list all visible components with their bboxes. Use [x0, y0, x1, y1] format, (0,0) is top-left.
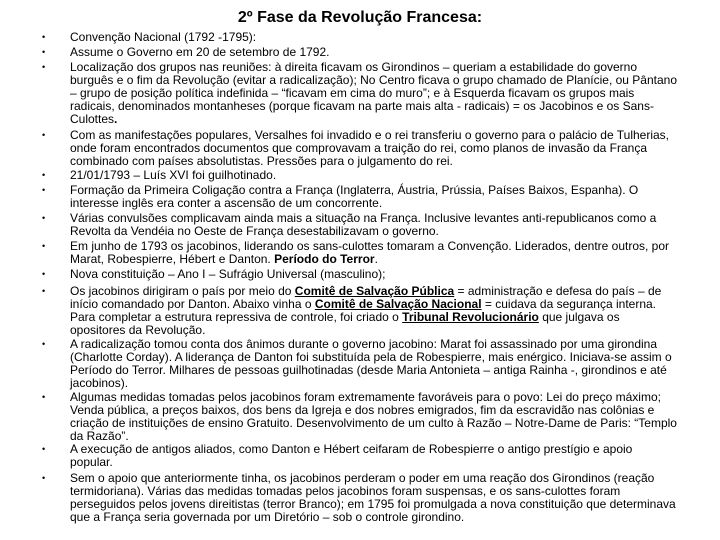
- text-segment: Formação da Primeira Coligação contra a França (Inglaterra, Áustria, Prússia, Países Baixos, Espanha). O interesse inglês era conter a ascensão de um concorrente.: [70, 183, 639, 210]
- list-item-text: [70, 443, 678, 469]
- text-segment: Sem o apoio que anteriormente tinha, os jacobinos perderam o poder em uma reação dos Girondinos (reação termidoriana). Várias das medidas tomadas pelos jacobinos foram suspensas, e os sans-culottes foram perseguidos pelos jovens direitistas (terror Branco); em 1795 foi promulgada a nova constituição que determinava que a França seria governada por um Diretório – sob o controle girondino.: [70, 471, 676, 524]
- bullet-icon: •: [42, 241, 46, 251]
- bullet-icon: •: [42, 339, 46, 349]
- list-item-text: [70, 169, 678, 182]
- bullet-icon: •: [42, 213, 46, 223]
- bullet-icon: •: [42, 47, 46, 57]
- emphasis-text: Comitê de Salvação Nacional: [314, 297, 482, 311]
- list-item-text: [70, 212, 678, 238]
- text-segment: Várias convulsões complicavam ainda mais a situação na França. Inclusive levantes anti-republicanos como a Revolta da Vendéia no Oeste de França desestabilizavam o governo.: [70, 211, 657, 238]
- list-item-text: [70, 472, 678, 524]
- list-item-text: [70, 184, 678, 210]
- list-item-text: [70, 61, 678, 126]
- text-segment: A radicalização tomou conta dos ânimos durante o governo jacobino: Marat foi assassinado por uma girondina (Charlotte Corday). A liderança de Danton foi substituída pela de Robespierre, mais enérgico. Iniciava-se assim o Período do Terror. Milhares de pessoas guilhotinadas (desde Maria Antonieta – antiga Rainha -, girondinos e até jacobinos).: [70, 337, 672, 390]
- list-item-text: [70, 46, 678, 59]
- list-item-text: [70, 338, 678, 390]
- bullet-icon: •: [42, 444, 46, 454]
- bullet-icon: •: [42, 473, 46, 483]
- slide-title: 2º Fase da Revolução Francesa:: [237, 9, 483, 26]
- emphasis-text: Tribunal Revolucionário: [402, 310, 539, 324]
- text-segment: .: [374, 252, 378, 266]
- list-item-text: [70, 285, 678, 337]
- list-item-text: [70, 391, 678, 443]
- bullet-icon: •: [42, 286, 46, 296]
- text-segment: Nova constituição – Ano I – Sufrágio Universal (masculino);: [70, 267, 386, 281]
- text-segment: Com as manifestações populares, Versalhes foi invadido e o rei transferiu o governo para o palácio de Tulherias, onde foram encontrados documentos que comprovavam a traição do rei, como planos de invasão da França combinado com países absolutistas. Pressões para o julgamento do rei.: [70, 128, 670, 168]
- text-segment: Convenção Nacional (1792 -1795):: [70, 30, 257, 44]
- emphasis-text: Comitê de Salvação Pública: [294, 284, 455, 298]
- text-segment: Algumas medidas tomadas pelos jacobinos foram extremamente favoráveis para o povo: Lei do preço máximo; Venda pública, a preços baixos, dos bens da Igreja e dos nobres emigrados, fim da escravidão nas colônias e criação de instituições de ensino Gratuito. Desenvolvimento de um culto à Razão – Notre-Dame de Paris: “Templo da Razão”.: [70, 390, 677, 443]
- emphasis-text: Período do Terror: [274, 252, 375, 266]
- text-segment: Localização dos grupos nas reuniões: à direita ficavam os Girondinos – queriam a estabilidade do governo burguês e o fim da Revolução (evitar a radicalização); No Centro ficava o grupo chamado de Planície, ou Pântano – grupo de posição política indefinida – “ficavam em cima do muro”; e à Esquerda ficavam os grupos mais radicais, denominados montanheses (porque ficavam na parte mais alta - radicais) = os Jacobinos e os Sans-Culottes: [70, 60, 678, 126]
- text-segment: Os jacobinos dirigiram o país por meio do: [70, 284, 295, 298]
- bullet-icon: •: [42, 130, 46, 140]
- text-segment: que julgava os opositores da Revolução.: [70, 310, 620, 337]
- bullet-icon: •: [42, 269, 46, 279]
- emphasis-text: .: [114, 112, 118, 126]
- list-item-text: [70, 129, 678, 168]
- bullet-icon: •: [42, 392, 46, 402]
- text-segment: Assume o Governo em 20 de setembro de 1792.: [70, 45, 330, 59]
- bullet-icon: •: [42, 185, 46, 195]
- bullet-icon: •: [42, 170, 46, 180]
- list-item-text: [70, 31, 678, 44]
- bullet-icon: •: [42, 32, 46, 42]
- list-item-text: [70, 240, 678, 266]
- text-segment: = cuidava da segurança interna. Para completar a estrutura repressiva de controle, foi criado o: [70, 297, 657, 324]
- text-segment: 21/01/1793 – Luís XVI foi guilhotinado.: [70, 168, 277, 182]
- text-segment: Em junho de 1793 os jacobinos, liderando os sans-culottes tomaram a Convenção. Liderados, dentre outros, por Marat, Robespierre, Hébert e Danton.: [70, 239, 670, 266]
- text-segment: = administração e defesa do país – de início comandado por Danton. Abaixo vinha o: [70, 284, 662, 311]
- bullet-icon: •: [42, 62, 46, 72]
- list-item-text: [70, 268, 678, 281]
- text-segment: A execução de antigos aliados, como Danton e Hébert ceifaram de Robespierre o antigo prestígio e apoio popular.: [70, 442, 633, 469]
